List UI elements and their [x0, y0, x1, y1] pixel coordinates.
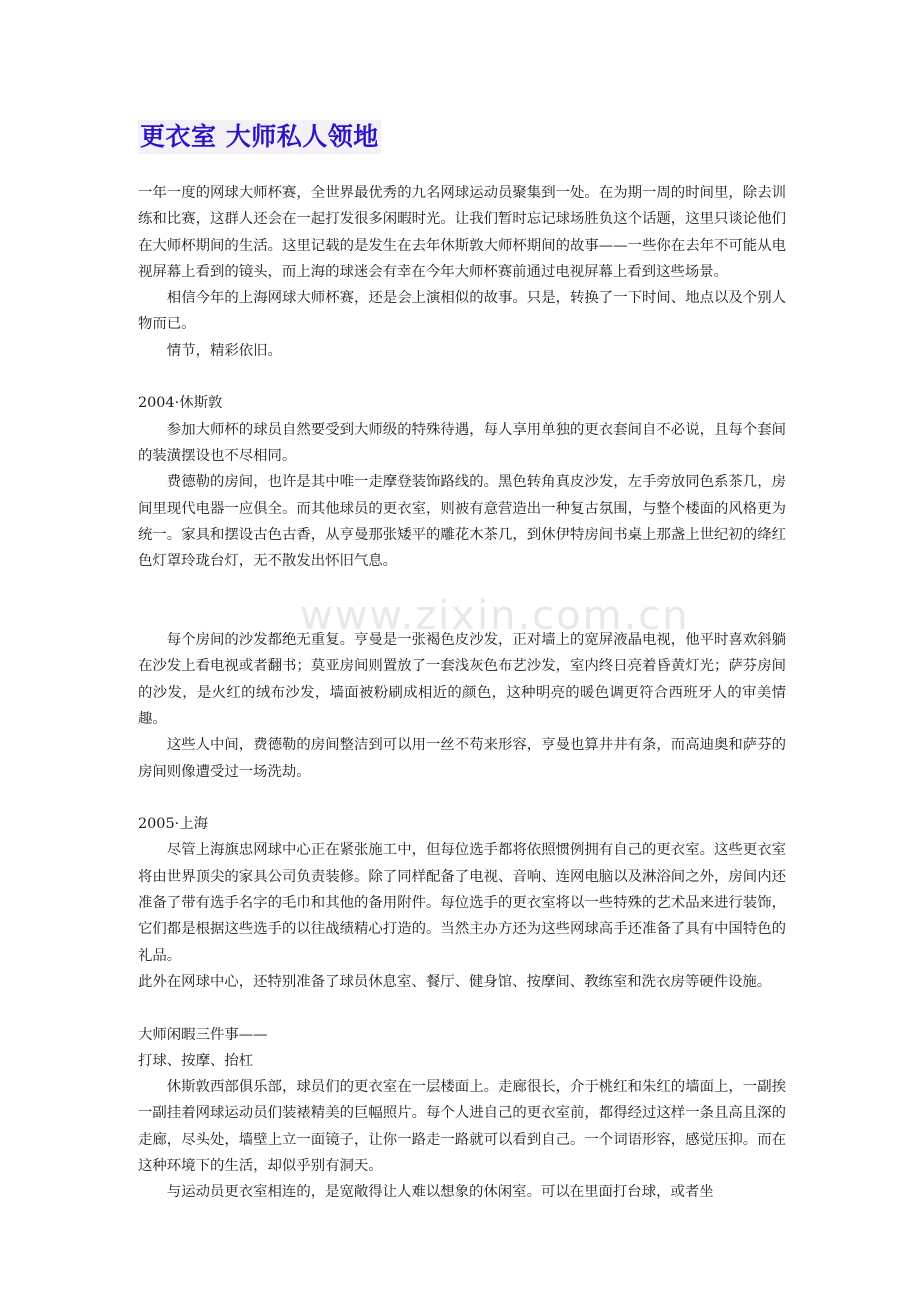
spacer: [138, 995, 786, 1021]
paragraph: 尽管上海旗忠网球中心正在紧张施工中，但每位选手都将依照惯例拥有自己的更衣室。这些更衣室将由世界顶尖的家具公司负责装修。除了同样配备了电视、音响、连网电脑以及淋浴间之外，房间内还准备了带有选手名字的毛巾和其他的备用附件。每位选手的更衣室将以一些特殊的艺术品来进行装饰，它们都是根据这些选手的以往战绩精心打造的。当然主办方还为这些网球高手还准备了具有中国特色的礼品。: [138, 842, 786, 964]
paragraph: 此外在网球中心，还特别准备了球员休息室、餐厅、健身馆、按摩间、教练室和洗衣房等硬件设施。: [138, 973, 772, 990]
paragraph-intro: 一年一度的网球大师杯赛，全世界最优秀的九名网球运动员聚集到一处。在为期一周的时间里，除去训练和比赛，这群人还会在一起打发很多闲暇时光。让我们暂时忘记球场胜负这个话题，这里只谈论他们在大师杯期间的生活。这里记载的是发生在去年休斯敦大师杯期间的故事——一些你在去年不可能从电视屏幕上看到的镜头，而上海的球迷会有幸在今年大师杯赛前通过电视屏幕上看到这些场景。: [138, 185, 786, 280]
paragraph: 费德勒的房间，也许是其中唯一走摩登装饰路线的。黑色转角真皮沙发，左手旁放同色系茶几，房间里现代电器一应俱全。而其他球员的更衣室，则被有意营造出一种复古氛围，与整个楼面的风格更为统一。家具和摆设古色古香，从亨曼那张矮平的雕花木茶几，到休伊特房间书桌上那盏上世纪初的绛红色灯罩玲珑台灯，无不散发出怀旧气息。: [138, 474, 786, 570]
paragraph: 每个房间的沙发都绝无重复。亨曼是一张褐色皮沙发，正对墙上的宽屏液晶电视，他平时喜欢斜躺在沙发上看电视或者翻书；莫亚房间则置放了一套浅灰色布艺沙发，室内终日亮着昏黄灯光；萨芬房间的沙发，是火红的绒布沙发，墙面被粉刷成相近的颜色，这种明亮的暖色调更符合西班牙人的审美情趣。: [138, 632, 786, 727]
article-body: [138, 180, 786, 1206]
paragraph: 参加大师杯的球员自然要受到大师级的特殊待遇，每人享用单独的更衣套间自不必说，且每个套间的装潢摆设也不尽相同。: [138, 421, 786, 464]
paragraph: 休斯敦西部俱乐部，球员们的更衣室在一层楼面上。走廊很长，介于桃红和朱红的墙面上，一副挨一副挂着网球运动员们装裱精美的巨幅照片。每个人进自己的更衣室前，都得经过这样一条且高且深的走廊，尽头处，墙壁上立一面镜子，让你一路走一路就可以看到自己。一个词语形容，感觉压抑。而在这种环境下的生活，却似乎别有洞天。: [138, 1079, 786, 1174]
paragraph: 相信今年的上海网球大师杯赛，还是会上演相似的故事。只是，转换了一下时间、地点以及个别人物而已。: [138, 290, 786, 333]
spacer: [138, 785, 786, 811]
section-heading-shanghai: 2005·上海: [138, 816, 208, 833]
paragraph: 这些人中间，费德勒的房间整洁到可以用一丝不苟来形容，亨曼也算井井有条，而高迪奥和萨芬的房间则像遭受过一场洗劫。: [138, 737, 786, 780]
spacer: [138, 364, 786, 390]
watermark-text: www.zixin.com.cn: [300, 593, 690, 639]
spacer: [138, 574, 786, 627]
paragraph: 与运动员更衣室相连的，是宽敞得让人难以想象的休闲室。可以在里面打台球，或者坐: [166, 1184, 714, 1201]
section-heading-leisure: 大师闲暇三件事——: [138, 1026, 268, 1043]
section-heading-houston: 2004·休斯敦: [138, 395, 223, 412]
paragraph: 情节，精彩依旧。: [166, 342, 282, 359]
section-subheading-leisure: 打球、按摩、抬杠: [138, 1052, 254, 1069]
article-title: 更衣室 大师私人领地: [138, 120, 381, 154]
